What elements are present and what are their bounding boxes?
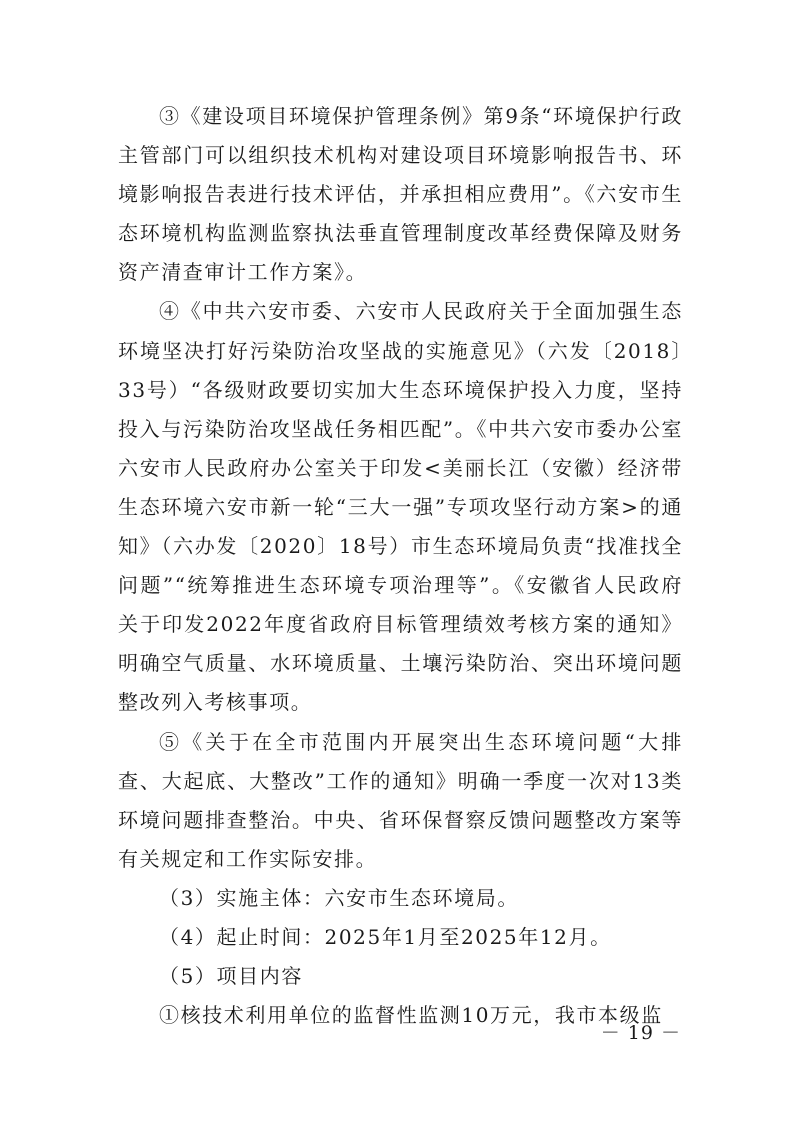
paragraph-ecological-problem-notice: ⑤《关于在全市范围内开展突出生态环境问题“大排查、大起底、大整改”工作的通知》明确一季度一次对13类环境问题排查整治。中央、省环保督察反馈问题整改方案等有关规定和工作实际安排。 — [118, 729, 683, 871]
paragraph-liuan-implementation-opinions: ④《中共六安市委、六安市人民政府关于全面加强生态环境坚决打好污染防治攻坚战的实施意见》（六发〔2018〕33号）“各级财政要切实加大生态环境保护投入力度，坚持投入与污染防治攻坚战任务相匹配”。《中共六安市委办公室 六安市人民政府办公室关于印发<美丽长江（安徽）经济带生态环境六安市新一轮“三大一强”专项攻坚行动方案>的通知》（六办发〔2020〕18号）市生态环境局负责“找准找全问题”“统筹推进生态环境专项治理等”。《安徽省人民政府关于印发2022年度省政府目标管理绩效考核方案的通知》明确空气质量、水环境质量、土壤污染防治、突出环境问题整改列入考核事项。 — [118, 299, 683, 715]
page-number: － 19 － — [600, 1022, 681, 1044]
paragraph-regulation-article-9: ③《建设项目环境保护管理条例》第9条“环境保护行政主管部门可以组织技术机构对建设项目环境影响报告书、环境影响报告表进行技术评估，并承担相应费用”。《六安市生态环境机构监测监察执法垂直管理制度改革经费保障及财务资产清查审计工作方案》。 — [118, 104, 683, 285]
paragraph-nuclear-monitoring: ①核技术利用单位的监督性监测10万元，我市本级监 — [159, 1003, 663, 1028]
paragraph-project-content-heading: （5）项目内容 — [159, 964, 303, 989]
body-text — [118, 97, 683, 1035]
paragraph-time-period: （4）起止时间：2025年1月至2025年12月。 — [159, 924, 612, 949]
paragraph-implementing-entity: （3）实施主体：六安市生态环境局。 — [159, 885, 519, 910]
